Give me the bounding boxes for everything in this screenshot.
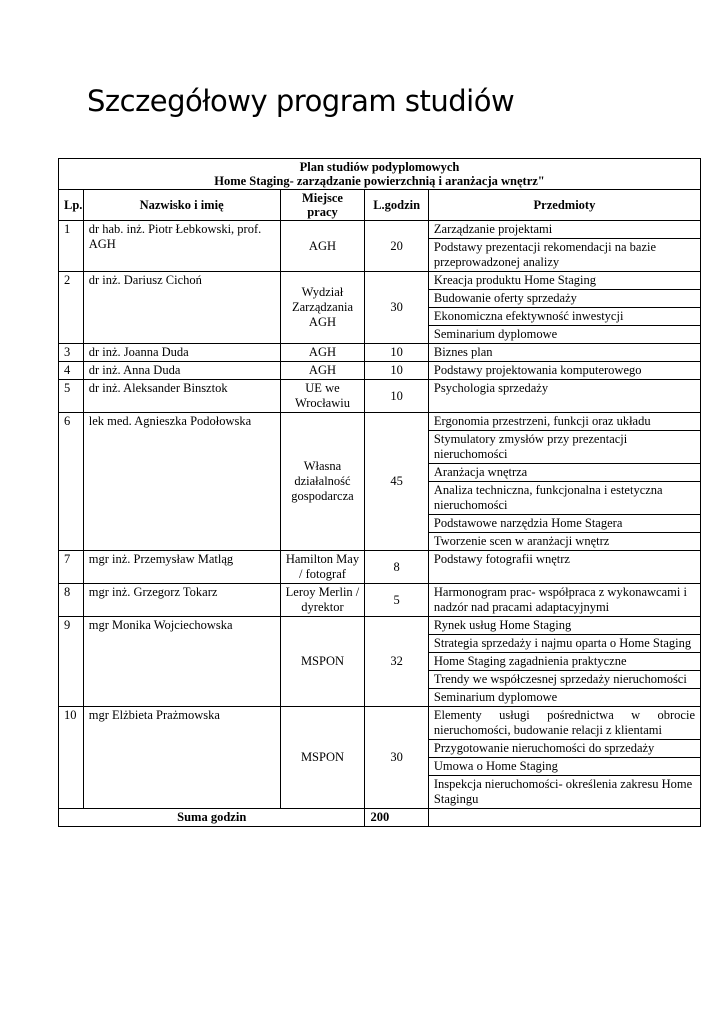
header-subjects: Przedmioty xyxy=(428,190,700,221)
table-row xyxy=(59,272,701,290)
workplace: AGH xyxy=(280,362,365,380)
table-row xyxy=(59,362,701,380)
hours-cell: 10 xyxy=(365,380,428,413)
table-row xyxy=(59,707,701,740)
lecturer-name: dr inż. Anna Duda xyxy=(83,362,280,380)
caption-line-2: Home Staging- zarządzanie powierzchnią i aranżacja wnętrz" xyxy=(214,174,545,188)
lp-cell: 7 xyxy=(59,551,84,584)
table-row xyxy=(59,617,701,635)
subject-cell: Home Staging zagadnienia praktyczne xyxy=(428,653,700,671)
lecturer-name: dr inż. Aleksander Binsztok xyxy=(83,380,280,413)
lecturer-name: dr inż. Dariusz Cichoń xyxy=(83,272,280,344)
sum-empty-cell xyxy=(428,809,700,827)
hours-cell: 45 xyxy=(365,413,428,551)
hours-cell: 30 xyxy=(365,272,428,344)
table-row xyxy=(59,380,701,413)
workplace: Własna działalność gospodarcza xyxy=(280,413,365,551)
workplace: Wydział Zarządzania AGH xyxy=(280,272,365,344)
header-name: Nazwisko i imię xyxy=(83,190,280,221)
lp-cell: 6 xyxy=(59,413,84,551)
table-row xyxy=(59,551,701,584)
subject-cell: Tworzenie scen w aranżacji wnętrz xyxy=(428,533,700,551)
lp-cell: 5 xyxy=(59,380,84,413)
subject-cell: Elementy usługi pośrednictwa w obrocie nieruchomości, budowanie relacji z klientami xyxy=(428,707,700,740)
subject-cell: Biznes plan xyxy=(428,344,700,362)
subject-cell: Zarządzanie projektami xyxy=(428,221,700,239)
subject-cell: Podstawy projektowania komputerowego xyxy=(428,362,700,380)
subject-cell: Budowanie oferty sprzedaży xyxy=(428,290,700,308)
hours-cell: 8 xyxy=(365,551,428,584)
header-row xyxy=(59,190,701,221)
workplace: AGH xyxy=(280,344,365,362)
subject-cell: Podstawy fotografii wnętrz xyxy=(428,551,700,584)
subject-cell: Aranżacja wnętrza xyxy=(428,464,700,482)
lp-cell: 8 xyxy=(59,584,84,617)
hours-cell: 32 xyxy=(365,617,428,707)
lp-cell: 10 xyxy=(59,707,84,809)
table-row xyxy=(59,221,701,239)
subject-cell: Podstawowe narzędzia Home Stagera xyxy=(428,515,700,533)
page-title: Szczegółowy program studiów xyxy=(87,84,515,118)
header-place: Miejsce pracy xyxy=(280,190,365,221)
subject-cell: Psychologia sprzedaży xyxy=(428,380,700,413)
lecturer-name: mgr Elżbieta Prażmowska xyxy=(83,707,280,809)
subject-cell: Seminarium dyplomowe xyxy=(428,326,700,344)
lp-cell: 9 xyxy=(59,617,84,707)
study-plan-table xyxy=(58,158,701,827)
table-row xyxy=(59,344,701,362)
subject-cell: Rynek usług Home Staging xyxy=(428,617,700,635)
lp-cell: 2 xyxy=(59,272,84,344)
workplace: Hamilton May / fotograf xyxy=(280,551,365,584)
sum-row xyxy=(59,809,701,827)
subject-cell: Ergonomia przestrzeni, funkcji oraz układu xyxy=(428,413,700,431)
subject-cell: Umowa o Home Staging xyxy=(428,758,700,776)
table-row xyxy=(59,584,701,617)
subject-cell: Stymulatory zmysłów przy prezentacji nieruchomości xyxy=(428,431,700,464)
lp-cell: 1 xyxy=(59,221,84,272)
lp-cell: 4 xyxy=(59,362,84,380)
table-caption xyxy=(59,159,701,190)
lp-cell: 3 xyxy=(59,344,84,362)
hours-cell: 20 xyxy=(365,221,428,272)
lecturer-name: mgr inż. Grzegorz Tokarz xyxy=(83,584,280,617)
caption-line-1: Plan studiów podyplomowych xyxy=(299,160,460,174)
lecturer-name: mgr Monika Wojciechowska xyxy=(83,617,280,707)
subject-cell: Przygotowanie nieruchomości do sprzedaży xyxy=(428,740,700,758)
lecturer-name: mgr inż. Przemysław Matląg xyxy=(83,551,280,584)
header-hours: L.godzin xyxy=(365,190,428,221)
header-lp: Lp. xyxy=(59,190,84,221)
sum-label: Suma godzin xyxy=(59,809,365,827)
hours-cell: 5 xyxy=(365,584,428,617)
subject-cell: Podstawy prezentacji rekomendacji na bazie przeprowadzonej analizy xyxy=(428,239,700,272)
subject-cell: Harmonogram prac- współpraca z wykonawcami i nadzór nad pracami adaptacyjnymi xyxy=(428,584,700,617)
workplace: AGH xyxy=(280,221,365,272)
hours-cell: 30 xyxy=(365,707,428,809)
subject-cell: Strategia sprzedaży i najmu oparta o Home Staging xyxy=(428,635,700,653)
hours-cell: 10 xyxy=(365,362,428,380)
workplace: Leroy Merlin / dyrektor xyxy=(280,584,365,617)
subject-cell: Ekonomiczna efektywność inwestycji xyxy=(428,308,700,326)
subject-cell: Inspekcja nieruchomości- określenia zakresu Home Stagingu xyxy=(428,776,700,809)
lecturer-name: dr hab. inż. Piotr Łebkowski, prof. AGH xyxy=(83,221,280,272)
workplace: MSPON xyxy=(280,617,365,707)
subject-cell: Seminarium dyplomowe xyxy=(428,689,700,707)
subject-cell: Trendy we współczesnej sprzedaży nieruchomości xyxy=(428,671,700,689)
subject-cell: Kreacja produktu Home Staging xyxy=(428,272,700,290)
subject-cell: Analiza techniczna, funkcjonalna i estetyczna nieruchomości xyxy=(428,482,700,515)
workplace: MSPON xyxy=(280,707,365,809)
table-row xyxy=(59,413,701,431)
workplace: UE we Wrocławiu xyxy=(280,380,365,413)
lecturer-name: lek med. Agnieszka Podołowska xyxy=(83,413,280,551)
lecturer-name: dr inż. Joanna Duda xyxy=(83,344,280,362)
sum-value: 200 xyxy=(365,809,428,827)
hours-cell: 10 xyxy=(365,344,428,362)
